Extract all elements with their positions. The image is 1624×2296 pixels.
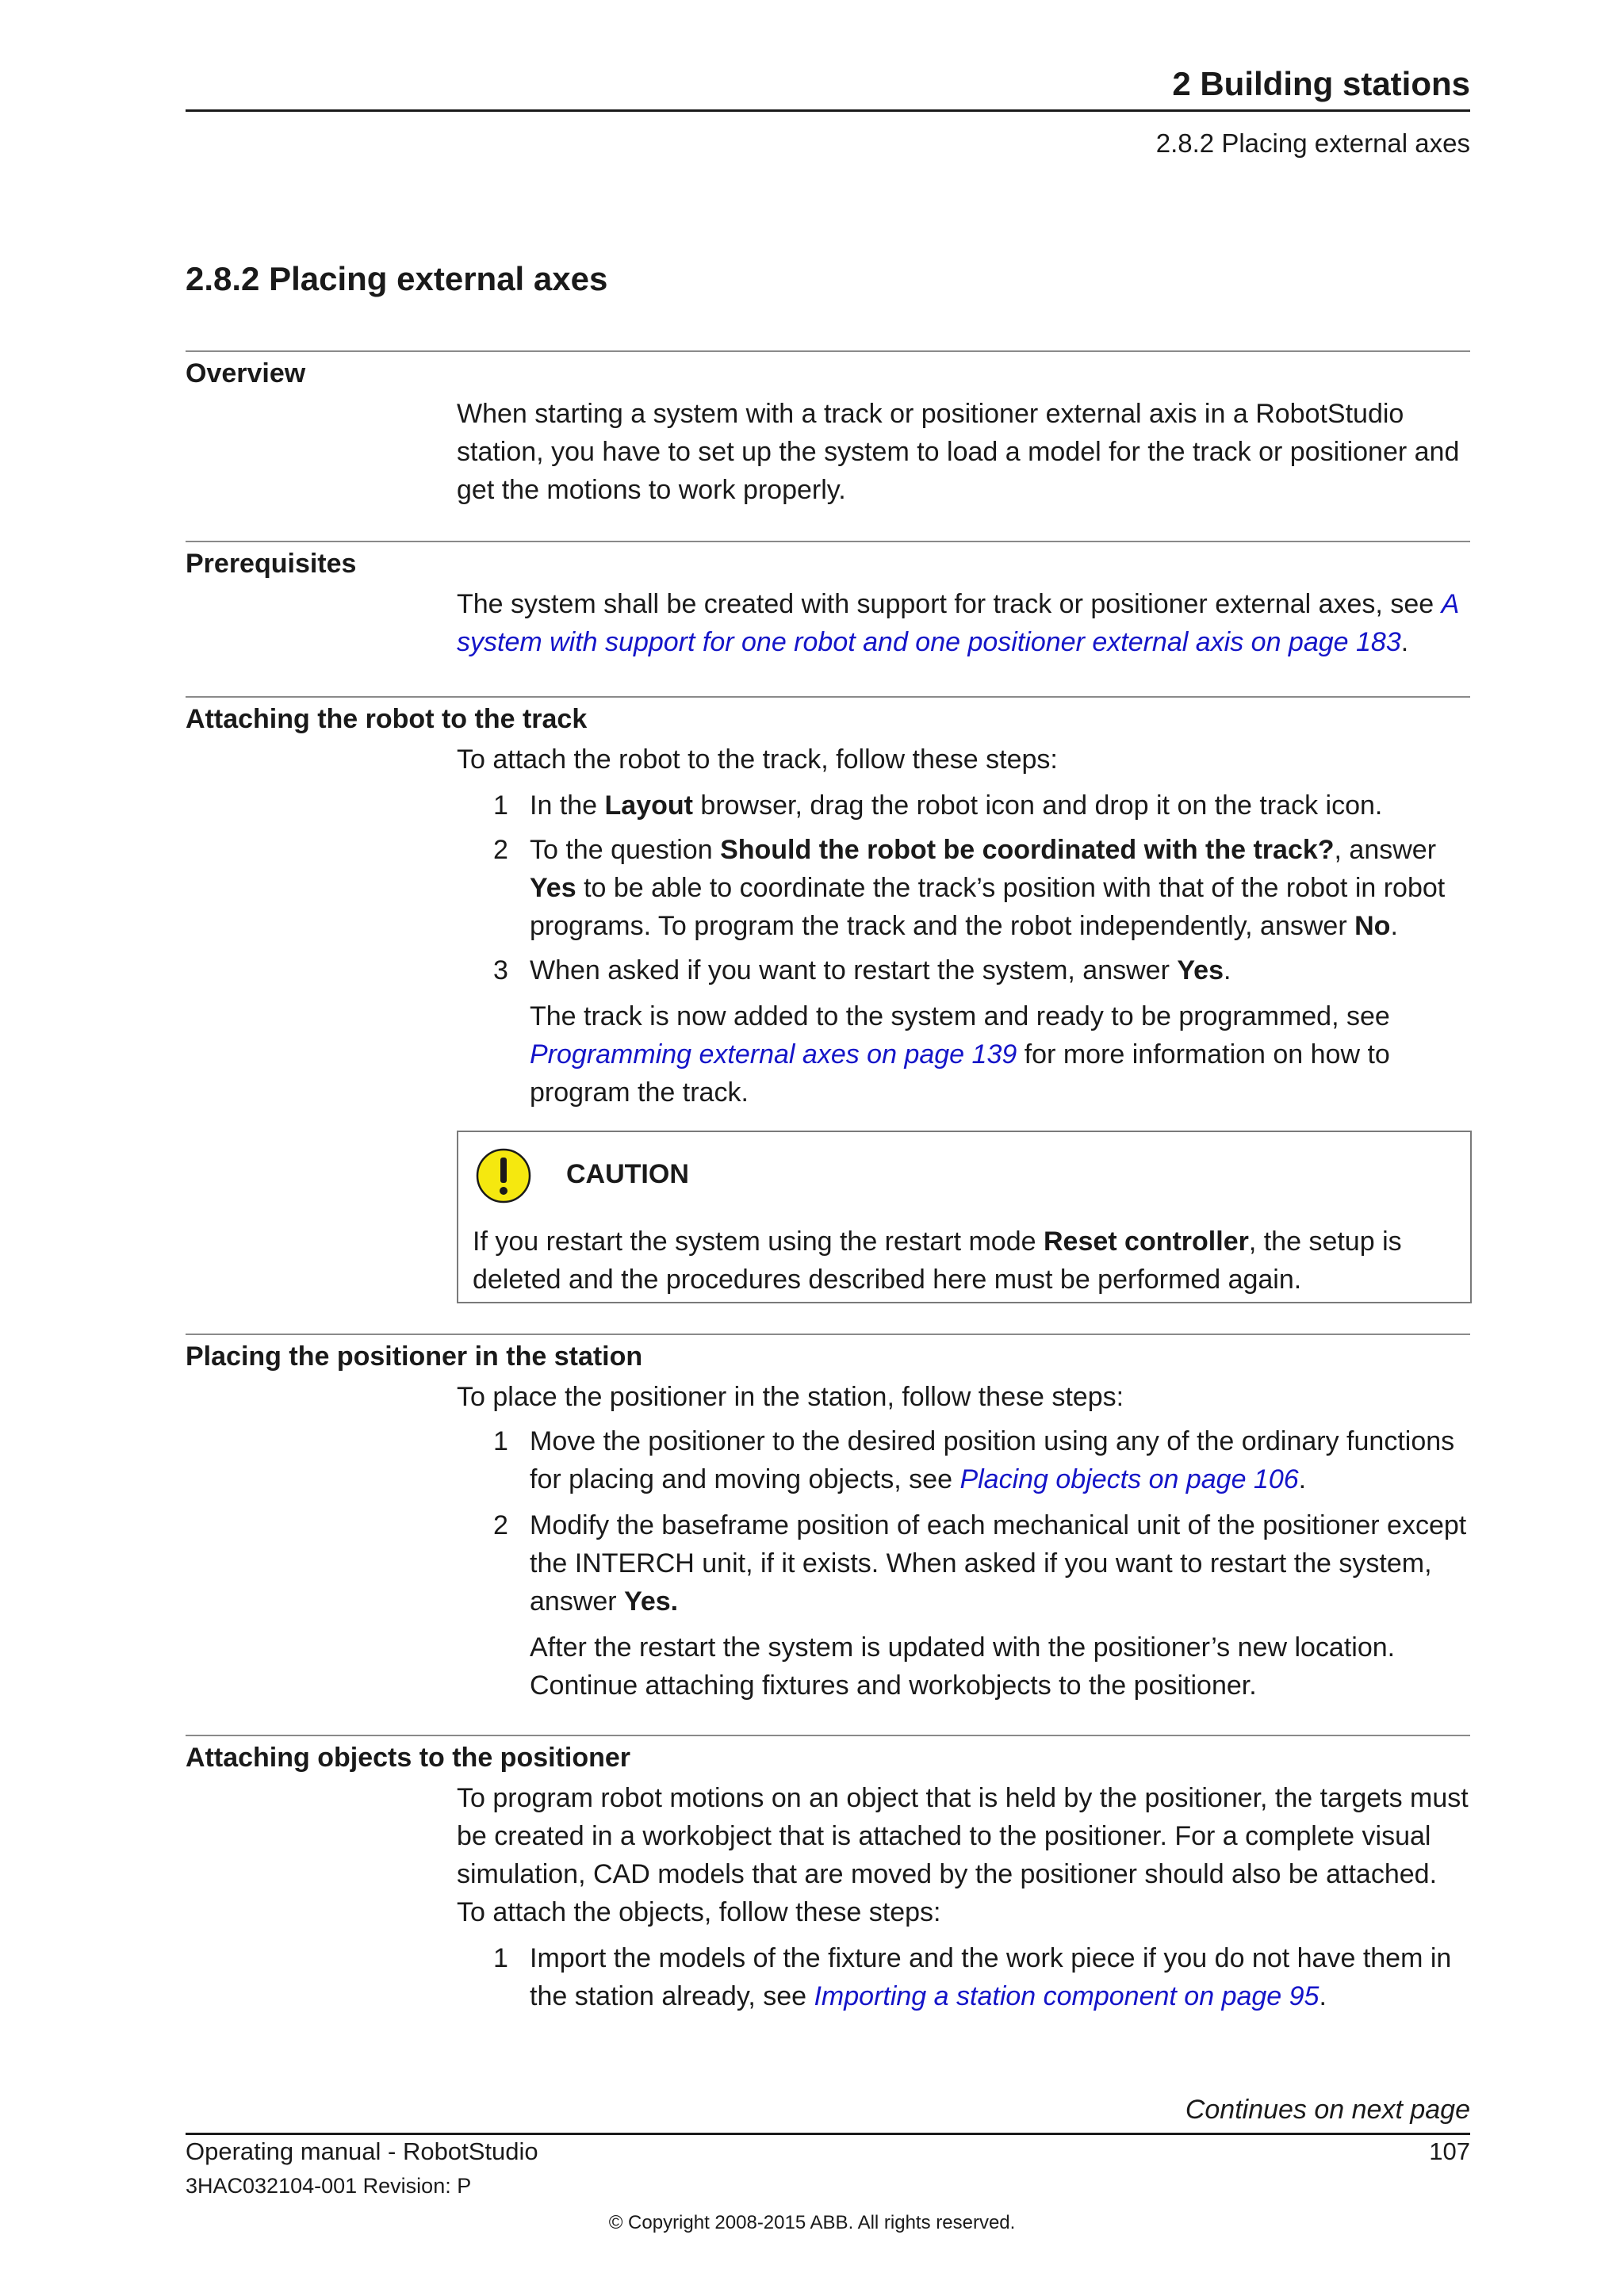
attach-objects-label: Attaching objects to the positioner <box>186 1743 631 1773</box>
ui-term-layout: Layout <box>604 790 693 821</box>
ui-term-no: No <box>1354 911 1391 941</box>
section-divider <box>186 1334 1470 1335</box>
ui-term-question: Should the robot be coordinated with the track? <box>720 835 1335 865</box>
page-number: 107 <box>1429 2137 1470 2165</box>
prerequisites-link[interactable]: A system with support for one robot and one positioner external axis on page 183 <box>457 589 1459 657</box>
chapter-heading: 2 Building stations <box>1172 65 1470 102</box>
footer-rule <box>186 2133 1470 2135</box>
caution-title: CAUTION <box>566 1159 689 1189</box>
step-text <box>530 786 1470 825</box>
prerequisites-label: Prerequisites <box>186 549 357 579</box>
step-text-a: Move the positioner to the desired position using any of the ordinary functions for placing and moving objects, see <box>530 1426 1455 1494</box>
note-text-a: The track is now added to the system and ready to be programmed, see <box>530 1001 1390 1031</box>
prerequisites-body: The system shall be created with support for track or positioner external axes, see <box>457 589 1434 619</box>
step-number: 2 <box>493 1510 508 1540</box>
section-divider <box>186 350 1470 352</box>
step-text-a: To the question <box>530 835 721 865</box>
caution-text-c: , the setup is deleted and the procedures described here must be performed again. <box>473 1226 1402 1295</box>
step-number: 1 <box>493 1426 508 1456</box>
manual-name: Operating manual - RobotStudio <box>186 2137 538 2165</box>
step-text-g: . <box>1390 911 1398 941</box>
step-text <box>530 951 1470 989</box>
section-running-head: 2.8.2 Placing external axes <box>1155 128 1470 158</box>
section-divider <box>186 696 1470 698</box>
note-text-b: for more information on how to program the track. <box>530 1039 1390 1108</box>
ui-term-yes: Yes. <box>624 1586 679 1617</box>
section-divider <box>186 541 1470 542</box>
overview-text: When starting a system with a track or positioner external axis in a RobotStudio station, you have to set up the system to load a model for the track or positioner and get the motions to work properly. <box>457 399 1460 505</box>
step-number: 2 <box>493 835 508 865</box>
step-number: 1 <box>493 790 508 821</box>
step-text-e: to be able to coordinate the track’s position with that of the robot in robot programs. To program the track and the robot independently, answer <box>530 873 1446 941</box>
place-positioner-label: Placing the positioner in the station <box>186 1341 643 1372</box>
header-rule <box>186 109 1470 112</box>
step-text-c: , answer <box>1334 835 1437 865</box>
attach-track-label: Attaching the robot to the track <box>186 704 588 734</box>
step-text-b: . <box>1319 1981 1327 2011</box>
ui-term-reset-controller: Reset controller <box>1043 1226 1249 1257</box>
prerequisites-text <box>457 585 1470 661</box>
programming-link[interactable]: Programming external axes on page 139 <box>530 1039 1017 1070</box>
step-text <box>530 1506 1470 1621</box>
step-text-a: In the <box>530 790 605 821</box>
placing-objects-link[interactable]: Placing objects on page 106 <box>959 1464 1299 1494</box>
step-text <box>530 1939 1470 2015</box>
step-text <box>530 831 1470 945</box>
copyright: © Copyright 2008-2015 ABB. All rights reserved. <box>608 2212 1016 2233</box>
step-text-b: . <box>1298 1464 1307 1494</box>
page-title: 2.8.2 Placing external axes <box>186 260 608 297</box>
step-text-a: Import the models of the fixture and the work piece if you do not have them in the station already, see <box>530 1943 1452 2011</box>
step-number: 3 <box>493 955 508 985</box>
section-divider <box>186 1735 1470 1736</box>
warning-icon <box>476 1148 531 1203</box>
attach-objects-intro: To program robot motions on an object that is held by the positioner, the targets must be created in a workobject that is attached to the positioner. For a complete visual simulation, CAD models that are moved by the positioner should also be attached. To attach the objects, follow these steps: <box>457 1783 1469 1927</box>
step-note <box>530 997 1470 1112</box>
step-text <box>530 1422 1470 1498</box>
ui-term-yes: Yes <box>530 873 576 903</box>
ui-term-yes: Yes <box>1177 955 1224 985</box>
step-note: After the restart the system is updated with the positioner’s new location. Continue attaching fixtures and workobjects to the positioner. <box>530 1632 1396 1701</box>
step-text-a: Modify the baseframe position of each mechanical unit of the positioner except the INTERCH unit, if it exists. When asked if you want to restart the system, answer <box>530 1510 1467 1617</box>
step-text-a: When asked if you want to restart the system, answer <box>530 955 1178 985</box>
document-id: 3HAC032104-001 Revision: P <box>186 2174 472 2198</box>
overview-label: Overview <box>186 358 306 388</box>
step-text-c: . <box>1223 955 1231 985</box>
caution-text <box>473 1223 1456 1299</box>
step-number: 1 <box>493 1943 508 1973</box>
period: . <box>1400 627 1409 657</box>
step-text-c: browser, drag the robot icon and drop it on the track icon. <box>692 790 1383 821</box>
continues-note: Continues on next page <box>1185 2095 1470 2125</box>
importing-link[interactable]: Importing a station component on page 95 <box>814 1981 1320 2011</box>
place-positioner-intro: To place the positioner in the station, follow these steps: <box>457 1382 1124 1412</box>
attach-track-intro: To attach the robot to the track, follow these steps: <box>457 744 1058 775</box>
caution-text-a: If you restart the system using the restart mode <box>473 1226 1044 1257</box>
